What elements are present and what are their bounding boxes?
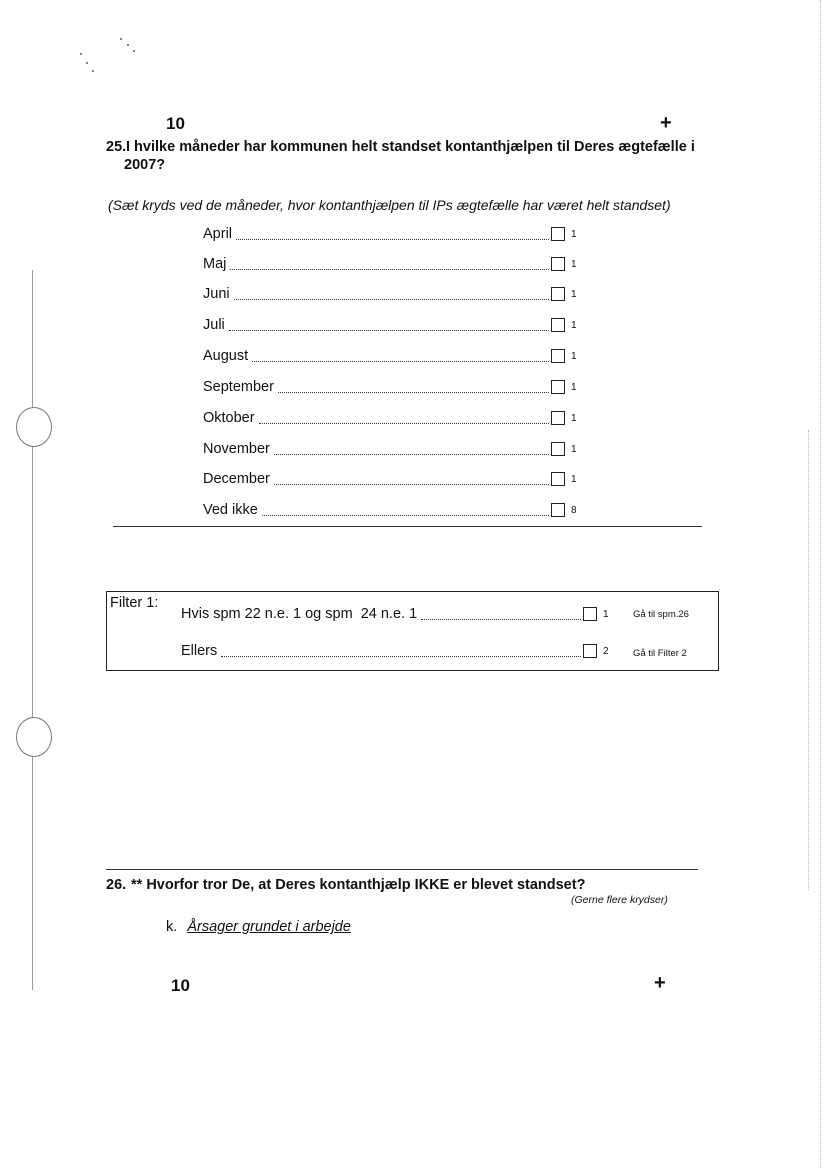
answer-code: 1 [571, 473, 577, 485]
option-row [203, 254, 583, 274]
option-label: Juni [203, 286, 230, 302]
subsection-k [166, 919, 351, 935]
checkbox-august[interactable] [551, 349, 565, 363]
question-25-number: 25. [106, 139, 127, 155]
scan-speck [86, 62, 88, 64]
scan-right-inner-line [808, 430, 809, 890]
checkbox-filter-2[interactable] [583, 644, 597, 658]
checkbox-oktober[interactable] [551, 411, 565, 425]
answer-code: 1 [571, 350, 577, 362]
filter-row [181, 641, 615, 661]
dot-leader [221, 656, 581, 657]
option-label: Juli [203, 317, 225, 333]
option-row [203, 315, 583, 335]
subsection-letter: k. [166, 919, 178, 935]
punch-hole-upper [16, 407, 52, 447]
answer-code: 1 [571, 288, 577, 300]
question-26-hint: (Gerne flere krydser) [571, 894, 668, 906]
option-row [203, 346, 583, 366]
punch-hole-lower [16, 717, 52, 757]
question-26-title: ** Hvorfor tror De, at Deres kontanthjælp IKKE er blevet standset? [131, 877, 586, 893]
dot-leader [252, 361, 549, 362]
checkbox-juli[interactable] [551, 318, 565, 332]
answer-code: 1 [603, 608, 609, 620]
dot-leader [230, 269, 549, 270]
subsection-title: Årsager grundet i arbejde [187, 919, 351, 935]
scan-speck [127, 44, 129, 46]
filter-condition: Ellers [181, 643, 218, 659]
dot-leader [274, 454, 549, 455]
checkbox-april[interactable] [551, 227, 565, 241]
answer-code: 1 [571, 258, 577, 270]
scan-speck [133, 50, 135, 52]
question-26-number: 26. [106, 877, 127, 893]
filter-1-box [106, 591, 719, 671]
checkbox-november[interactable] [551, 442, 565, 456]
filter-1-label: Filter 1: [110, 595, 159, 611]
registration-mark-bottom: + [654, 972, 666, 994]
question-25-title-line2: 2007? [124, 157, 166, 173]
checkbox-september[interactable] [551, 380, 565, 394]
dot-leader [259, 423, 549, 424]
option-row [203, 377, 583, 397]
section-divider [106, 869, 698, 870]
checkbox-filter-1[interactable] [583, 607, 597, 621]
dot-leader [236, 239, 549, 240]
answer-code: 1 [571, 443, 577, 455]
filter-row [181, 604, 615, 624]
option-label: September [203, 379, 274, 395]
option-label: November [203, 441, 270, 457]
checkbox-juni[interactable] [551, 287, 565, 301]
option-row [203, 469, 583, 489]
scan-right-edge-line [820, 0, 821, 1168]
filter-condition: Hvis spm 22 n.e. 1 og spm 24 n.e. 1 [181, 606, 418, 622]
answer-code: 2 [603, 645, 609, 657]
goto-instruction: Gå til Filter 2 [633, 648, 687, 659]
dot-leader [229, 330, 549, 331]
checkbox-december[interactable] [551, 472, 565, 486]
option-label: Maj [203, 256, 227, 272]
option-row [203, 408, 583, 428]
scan-speck [80, 53, 82, 55]
option-row [203, 439, 583, 459]
question-25-title-line1: I hvilke måneder har kommunen helt standset kontanthjælpen til Deres ægtefælle i [126, 139, 695, 155]
answer-code: 1 [571, 228, 577, 240]
answer-code: 8 [571, 504, 577, 516]
option-label: Ved ikke [203, 502, 258, 518]
checkbox-ved-ikke[interactable] [551, 503, 565, 517]
option-row [203, 500, 583, 520]
answer-code: 1 [571, 412, 577, 424]
dot-leader [234, 299, 549, 300]
option-label: April [203, 226, 233, 242]
scan-speck [92, 70, 94, 72]
dot-leader [262, 515, 549, 516]
page-number-bottom: 10 [171, 976, 190, 995]
dot-leader [421, 619, 581, 620]
option-label: Oktober [203, 410, 255, 426]
page-number-top: 10 [166, 114, 185, 133]
dot-leader [274, 484, 549, 485]
scan-speck [120, 38, 122, 40]
checkbox-maj[interactable] [551, 257, 565, 271]
question-25-instruction: (Sæt kryds ved de måneder, hvor kontanthjælpen til IPs ægtefælle har været helt standset) [108, 197, 671, 213]
answer-code: 1 [571, 381, 577, 393]
goto-instruction: Gå til spm.26 [633, 609, 689, 620]
option-label: August [203, 348, 249, 364]
scan-left-margin-line [32, 270, 33, 990]
option-label: December [203, 471, 270, 487]
answer-code: 1 [571, 319, 577, 331]
option-row [203, 284, 583, 304]
option-row [203, 224, 583, 244]
dot-leader [278, 392, 549, 393]
section-divider [113, 526, 702, 527]
registration-mark-top: + [660, 112, 672, 134]
